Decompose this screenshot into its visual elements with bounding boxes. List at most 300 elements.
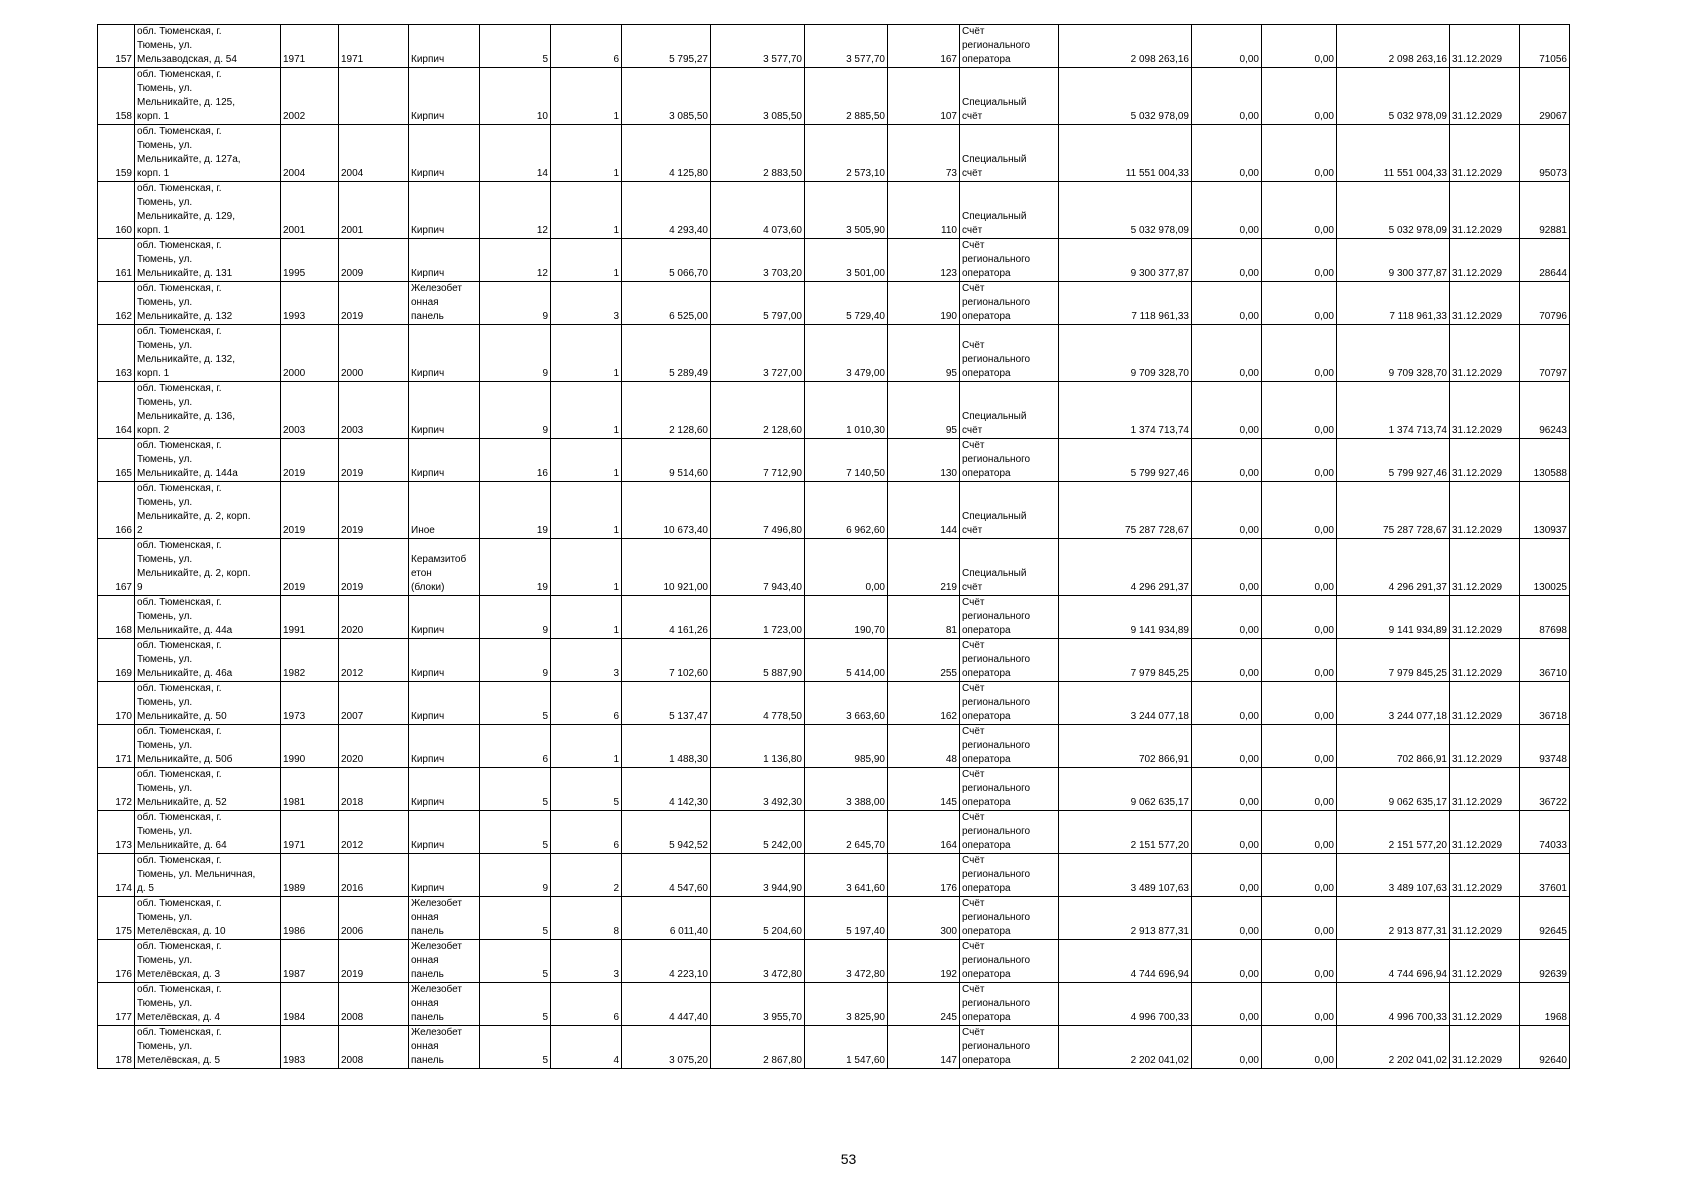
year-renovated-cell: 2000 — [339, 325, 409, 382]
year-renovated-cell: 2003 — [339, 382, 409, 439]
deadline-date-cell: 31.12.2029 — [1450, 596, 1520, 639]
year-built-cell: 1989 — [281, 854, 339, 897]
cost-federal-cell: 0,00 — [1192, 325, 1262, 382]
cost-regional-cell: 0,00 — [1262, 854, 1337, 897]
row-number-cell: 163 — [98, 325, 135, 382]
entrances-cell: 1 — [551, 68, 622, 125]
floors-cell: 19 — [480, 482, 551, 539]
residential-area-cell: 7 712,90 — [711, 439, 805, 482]
floors-cell: 10 — [480, 68, 551, 125]
private-area-cell: 3 505,90 — [805, 182, 888, 239]
cost-owners-cell: 4 296 291,37 — [1337, 539, 1450, 596]
private-area-cell: 3 641,60 — [805, 854, 888, 897]
residents-cell: 144 — [888, 482, 960, 539]
residential-area-cell: 5 204,60 — [711, 897, 805, 940]
address-cell: обл. Тюменская, г. Тюмень, ул. Мельникайте, д. 127а, корп. 1 — [135, 125, 281, 182]
address-cell: обл. Тюменская, г. Тюмень, ул. Мельникайте, д. 2, корп. 2 — [135, 482, 281, 539]
year-renovated-cell: 2008 — [339, 1026, 409, 1069]
wall-material-cell: Железобет онная панель — [409, 282, 480, 325]
residential-area-cell: 4 073,60 — [711, 182, 805, 239]
fund-account-type-cell: Счёт регионального оператора — [960, 282, 1059, 325]
year-renovated-cell: 2019 — [339, 539, 409, 596]
private-area-cell: 3 825,90 — [805, 983, 888, 1026]
private-area-cell: 3 472,80 — [805, 940, 888, 983]
private-area-cell: 5 729,40 — [805, 282, 888, 325]
address-cell: обл. Тюменская, г. Тюмень, ул. Мельникайте, д. 44а — [135, 596, 281, 639]
cost-owners-cell: 5 032 978,09 — [1337, 68, 1450, 125]
deadline-date-cell: 31.12.2029 — [1450, 811, 1520, 854]
residential-area-cell: 7 943,40 — [711, 539, 805, 596]
year-renovated-cell: 2019 — [339, 439, 409, 482]
cost-owners-cell: 2 098 263,16 — [1337, 25, 1450, 68]
private-area-cell: 3 388,00 — [805, 768, 888, 811]
cost-federal-cell: 0,00 — [1192, 768, 1262, 811]
cost-total-cell: 75 287 728,67 — [1059, 482, 1192, 539]
cost-total-cell: 3 244 077,18 — [1059, 682, 1192, 725]
fund-account-type-cell: Специальный счёт — [960, 68, 1059, 125]
cost-federal-cell: 0,00 — [1192, 539, 1262, 596]
entrances-cell: 1 — [551, 125, 622, 182]
deadline-date-cell: 31.12.2029 — [1450, 482, 1520, 539]
row-number-cell: 157 — [98, 25, 135, 68]
residential-area-cell: 3 492,30 — [711, 768, 805, 811]
private-area-cell: 2 885,50 — [805, 68, 888, 125]
row-number-cell: 174 — [98, 854, 135, 897]
cost-owners-cell: 2 151 577,20 — [1337, 811, 1450, 854]
fund-account-type-cell: Счёт регионального оператора — [960, 725, 1059, 768]
floors-cell: 14 — [480, 125, 551, 182]
cost-owners-cell: 9 062 635,17 — [1337, 768, 1450, 811]
cost-federal-cell: 0,00 — [1192, 682, 1262, 725]
year-built-cell: 1983 — [281, 1026, 339, 1069]
private-area-cell: 190,70 — [805, 596, 888, 639]
wall-material-cell: Кирпич — [409, 811, 480, 854]
entrances-cell: 5 — [551, 768, 622, 811]
year-built-cell: 1981 — [281, 768, 339, 811]
private-area-cell: 3 577,70 — [805, 25, 888, 68]
cost-total-cell: 7 118 961,33 — [1059, 282, 1192, 325]
fund-account-type-cell: Счёт регионального оператора — [960, 25, 1059, 68]
cost-total-cell: 2 202 041,02 — [1059, 1026, 1192, 1069]
cost-owners-cell: 2 913 877,31 — [1337, 897, 1450, 940]
cost-regional-cell: 0,00 — [1262, 68, 1337, 125]
row-number-cell: 161 — [98, 239, 135, 282]
house-id-cell: 1968 — [1520, 983, 1570, 1026]
year-renovated-cell: 2006 — [339, 897, 409, 940]
year-renovated-cell: 2016 — [339, 854, 409, 897]
cost-total-cell: 9 062 635,17 — [1059, 768, 1192, 811]
house-id-cell: 130588 — [1520, 439, 1570, 482]
floors-cell: 5 — [480, 983, 551, 1026]
floors-cell: 9 — [480, 639, 551, 682]
table-row — [98, 282, 1570, 325]
address-cell: обл. Тюменская, г. Тюмень, ул. Метелёвская, д. 10 — [135, 897, 281, 940]
year-renovated-cell: 1971 — [339, 25, 409, 68]
deadline-date-cell: 31.12.2029 — [1450, 25, 1520, 68]
cost-regional-cell: 0,00 — [1262, 282, 1337, 325]
residential-area-cell: 3 577,70 — [711, 25, 805, 68]
cost-regional-cell: 0,00 — [1262, 940, 1337, 983]
year-built-cell: 2019 — [281, 439, 339, 482]
floors-cell: 6 — [480, 725, 551, 768]
table-row — [98, 482, 1570, 539]
house-id-cell: 29067 — [1520, 68, 1570, 125]
wall-material-cell: Кирпич — [409, 768, 480, 811]
deadline-date-cell: 31.12.2029 — [1450, 940, 1520, 983]
cost-owners-cell: 7 979 845,25 — [1337, 639, 1450, 682]
total-area-cell: 4 223,10 — [622, 940, 711, 983]
year-renovated-cell: 2008 — [339, 983, 409, 1026]
row-number-cell: 162 — [98, 282, 135, 325]
total-area-cell: 1 488,30 — [622, 725, 711, 768]
cost-total-cell: 4 296 291,37 — [1059, 539, 1192, 596]
cost-federal-cell: 0,00 — [1192, 282, 1262, 325]
table-row — [98, 682, 1570, 725]
cost-federal-cell: 0,00 — [1192, 897, 1262, 940]
cost-regional-cell: 0,00 — [1262, 182, 1337, 239]
deadline-date-cell: 31.12.2029 — [1450, 854, 1520, 897]
entrances-cell: 8 — [551, 897, 622, 940]
row-number-cell: 171 — [98, 725, 135, 768]
residents-cell: 219 — [888, 539, 960, 596]
cost-owners-cell: 5 799 927,46 — [1337, 439, 1450, 482]
cost-owners-cell: 4 996 700,33 — [1337, 983, 1450, 1026]
cost-regional-cell: 0,00 — [1262, 382, 1337, 439]
address-cell: обл. Тюменская, г. Тюмень, ул. Мельникайте, д. 129, корп. 1 — [135, 182, 281, 239]
residential-area-cell: 5 242,00 — [711, 811, 805, 854]
address-cell: обл. Тюменская, г. Тюмень, ул. Мельзаводская, д. 54 — [135, 25, 281, 68]
total-area-cell: 4 142,30 — [622, 768, 711, 811]
cost-total-cell: 3 489 107,63 — [1059, 854, 1192, 897]
row-number-cell: 176 — [98, 940, 135, 983]
total-area-cell: 5 942,52 — [622, 811, 711, 854]
house-id-cell: 96243 — [1520, 382, 1570, 439]
cost-total-cell: 11 551 004,33 — [1059, 125, 1192, 182]
year-built-cell: 1973 — [281, 682, 339, 725]
deadline-date-cell: 31.12.2029 — [1450, 682, 1520, 725]
cost-total-cell: 9 709 328,70 — [1059, 325, 1192, 382]
fund-account-type-cell: Специальный счёт — [960, 382, 1059, 439]
floors-cell: 5 — [480, 897, 551, 940]
entrances-cell: 1 — [551, 325, 622, 382]
cost-regional-cell: 0,00 — [1262, 682, 1337, 725]
wall-material-cell: Железобет онная панель — [409, 1026, 480, 1069]
house-id-cell: 36722 — [1520, 768, 1570, 811]
wall-material-cell: Кирпич — [409, 182, 480, 239]
table-row — [98, 382, 1570, 439]
cost-owners-cell: 3 489 107,63 — [1337, 854, 1450, 897]
cost-regional-cell: 0,00 — [1262, 125, 1337, 182]
total-area-cell: 10 921,00 — [622, 539, 711, 596]
cost-federal-cell: 0,00 — [1192, 596, 1262, 639]
year-renovated-cell: 2018 — [339, 768, 409, 811]
total-area-cell: 5 795,27 — [622, 25, 711, 68]
table-row — [98, 983, 1570, 1026]
floors-cell: 5 — [480, 682, 551, 725]
private-area-cell: 1 547,60 — [805, 1026, 888, 1069]
row-number-cell: 173 — [98, 811, 135, 854]
deadline-date-cell: 31.12.2029 — [1450, 239, 1520, 282]
table-row — [98, 182, 1570, 239]
row-number-cell: 158 — [98, 68, 135, 125]
deadline-date-cell: 31.12.2029 — [1450, 125, 1520, 182]
house-id-cell: 70797 — [1520, 325, 1570, 382]
house-id-cell: 36718 — [1520, 682, 1570, 725]
cost-total-cell: 5 032 978,09 — [1059, 68, 1192, 125]
address-cell: обл. Тюменская, г. Тюмень, ул. Мельникайте, д. 50 — [135, 682, 281, 725]
residents-cell: 110 — [888, 182, 960, 239]
deadline-date-cell: 31.12.2029 — [1450, 439, 1520, 482]
year-built-cell: 2019 — [281, 482, 339, 539]
deadline-date-cell: 31.12.2029 — [1450, 325, 1520, 382]
residential-area-cell: 7 496,80 — [711, 482, 805, 539]
year-renovated-cell: 2019 — [339, 482, 409, 539]
residential-area-cell: 3 955,70 — [711, 983, 805, 1026]
residents-cell: 190 — [888, 282, 960, 325]
year-renovated-cell: 2019 — [339, 940, 409, 983]
deadline-date-cell: 31.12.2029 — [1450, 897, 1520, 940]
wall-material-cell: Кирпич — [409, 596, 480, 639]
wall-material-cell: Кирпич — [409, 439, 480, 482]
residents-cell: 245 — [888, 983, 960, 1026]
house-id-cell: 87698 — [1520, 596, 1570, 639]
address-cell: обл. Тюменская, г. Тюмень, ул. Метелёвская, д. 4 — [135, 983, 281, 1026]
year-built-cell: 1971 — [281, 811, 339, 854]
fund-account-type-cell: Специальный счёт — [960, 482, 1059, 539]
total-area-cell: 5 066,70 — [622, 239, 711, 282]
row-number-cell: 165 — [98, 439, 135, 482]
cost-federal-cell: 0,00 — [1192, 811, 1262, 854]
address-cell: обл. Тюменская, г. Тюмень, ул. Мельникайте, д. 2, корп. 9 — [135, 539, 281, 596]
total-area-cell: 10 673,40 — [622, 482, 711, 539]
cost-regional-cell: 0,00 — [1262, 768, 1337, 811]
page-number: 53 — [840, 1151, 857, 1167]
cost-total-cell: 4 744 696,94 — [1059, 940, 1192, 983]
address-cell: обл. Тюменская, г. Тюмень, ул. Мельникайте, д. 64 — [135, 811, 281, 854]
entrances-cell: 6 — [551, 682, 622, 725]
fund-account-type-cell: Специальный счёт — [960, 182, 1059, 239]
floors-cell: 9 — [480, 282, 551, 325]
residential-area-cell: 1 723,00 — [711, 596, 805, 639]
private-area-cell: 7 140,50 — [805, 439, 888, 482]
entrances-cell: 1 — [551, 239, 622, 282]
house-id-cell: 28644 — [1520, 239, 1570, 282]
year-built-cell: 2001 — [281, 182, 339, 239]
entrances-cell: 1 — [551, 482, 622, 539]
cost-regional-cell: 0,00 — [1262, 897, 1337, 940]
table-row — [98, 239, 1570, 282]
cost-owners-cell: 9 709 328,70 — [1337, 325, 1450, 382]
floors-cell: 5 — [480, 25, 551, 68]
cost-federal-cell: 0,00 — [1192, 25, 1262, 68]
row-number-cell: 166 — [98, 482, 135, 539]
entrances-cell: 1 — [551, 182, 622, 239]
house-id-cell: 92640 — [1520, 1026, 1570, 1069]
year-built-cell: 2000 — [281, 325, 339, 382]
wall-material-cell: Кирпич — [409, 725, 480, 768]
table-row — [98, 125, 1570, 182]
cost-owners-cell: 4 744 696,94 — [1337, 940, 1450, 983]
cost-total-cell: 2 151 577,20 — [1059, 811, 1192, 854]
year-renovated-cell: 2009 — [339, 239, 409, 282]
floors-cell: 16 — [480, 439, 551, 482]
deadline-date-cell: 31.12.2029 — [1450, 1026, 1520, 1069]
deadline-date-cell: 31.12.2029 — [1450, 68, 1520, 125]
private-area-cell: 3 663,60 — [805, 682, 888, 725]
table-row — [98, 596, 1570, 639]
cost-total-cell: 5 032 978,09 — [1059, 182, 1192, 239]
residents-cell: 192 — [888, 940, 960, 983]
house-id-cell: 93748 — [1520, 725, 1570, 768]
total-area-cell: 3 085,50 — [622, 68, 711, 125]
residential-area-cell: 1 136,80 — [711, 725, 805, 768]
residents-cell: 48 — [888, 725, 960, 768]
private-area-cell: 2 573,10 — [805, 125, 888, 182]
cost-owners-cell: 5 032 978,09 — [1337, 182, 1450, 239]
year-renovated-cell: 2012 — [339, 639, 409, 682]
entrances-cell: 3 — [551, 940, 622, 983]
entrances-cell: 1 — [551, 725, 622, 768]
table-row — [98, 539, 1570, 596]
floors-cell: 9 — [480, 854, 551, 897]
row-number-cell: 178 — [98, 1026, 135, 1069]
wall-material-cell: Кирпич — [409, 382, 480, 439]
total-area-cell: 9 514,60 — [622, 439, 711, 482]
entrances-cell: 1 — [551, 596, 622, 639]
total-area-cell: 4 161,26 — [622, 596, 711, 639]
residents-cell: 95 — [888, 325, 960, 382]
house-id-cell: 70796 — [1520, 282, 1570, 325]
entrances-cell: 4 — [551, 1026, 622, 1069]
house-id-cell: 92645 — [1520, 897, 1570, 940]
wall-material-cell: Железобет онная панель — [409, 940, 480, 983]
private-area-cell: 1 010,30 — [805, 382, 888, 439]
cost-federal-cell: 0,00 — [1192, 854, 1262, 897]
year-built-cell: 1990 — [281, 725, 339, 768]
table-row — [98, 1026, 1570, 1069]
year-built-cell: 1987 — [281, 940, 339, 983]
fund-account-type-cell: Счёт регионального оператора — [960, 639, 1059, 682]
residents-cell: 95 — [888, 382, 960, 439]
wall-material-cell: Кирпич — [409, 854, 480, 897]
house-id-cell: 37601 — [1520, 854, 1570, 897]
deadline-date-cell: 31.12.2029 — [1450, 282, 1520, 325]
floors-cell: 9 — [480, 382, 551, 439]
floors-cell: 9 — [480, 325, 551, 382]
entrances-cell: 6 — [551, 811, 622, 854]
year-built-cell: 1971 — [281, 25, 339, 68]
address-cell: обл. Тюменская, г. Тюмень, ул. Мельникайте, д. 125, корп. 1 — [135, 68, 281, 125]
cost-owners-cell: 11 551 004,33 — [1337, 125, 1450, 182]
private-area-cell: 0,00 — [805, 539, 888, 596]
cost-regional-cell: 0,00 — [1262, 596, 1337, 639]
entrances-cell: 1 — [551, 439, 622, 482]
year-renovated-cell: 2007 — [339, 682, 409, 725]
residential-area-cell: 3 727,00 — [711, 325, 805, 382]
cost-federal-cell: 0,00 — [1192, 1026, 1262, 1069]
cost-federal-cell: 0,00 — [1192, 68, 1262, 125]
table-row — [98, 25, 1570, 68]
cost-owners-cell: 9 300 377,87 — [1337, 239, 1450, 282]
year-renovated-cell: 2020 — [339, 596, 409, 639]
private-area-cell: 2 645,70 — [805, 811, 888, 854]
residents-cell: 300 — [888, 897, 960, 940]
cost-federal-cell: 0,00 — [1192, 725, 1262, 768]
cost-regional-cell: 0,00 — [1262, 482, 1337, 539]
table-row — [98, 768, 1570, 811]
cost-owners-cell: 7 118 961,33 — [1337, 282, 1450, 325]
fund-account-type-cell: Счёт регионального оператора — [960, 682, 1059, 725]
floors-cell: 19 — [480, 539, 551, 596]
cost-federal-cell: 0,00 — [1192, 182, 1262, 239]
cost-total-cell: 1 374 713,74 — [1059, 382, 1192, 439]
table-row — [98, 325, 1570, 382]
residents-cell: 145 — [888, 768, 960, 811]
private-area-cell: 3 501,00 — [805, 239, 888, 282]
cost-federal-cell: 0,00 — [1192, 482, 1262, 539]
floors-cell: 5 — [480, 811, 551, 854]
entrances-cell: 6 — [551, 983, 622, 1026]
table-body — [98, 25, 1570, 1069]
cost-federal-cell: 0,00 — [1192, 983, 1262, 1026]
wall-material-cell: Железобет онная панель — [409, 897, 480, 940]
year-built-cell: 2004 — [281, 125, 339, 182]
wall-material-cell: Кирпич — [409, 239, 480, 282]
cost-total-cell: 2 913 877,31 — [1059, 897, 1192, 940]
total-area-cell: 4 547,60 — [622, 854, 711, 897]
total-area-cell: 2 128,60 — [622, 382, 711, 439]
address-cell: обл. Тюменская, г. Тюмень, ул. Мельничная, д. 5 — [135, 854, 281, 897]
address-cell: обл. Тюменская, г. Тюмень, ул. Мельникайте, д. 46а — [135, 639, 281, 682]
cost-federal-cell: 0,00 — [1192, 940, 1262, 983]
address-cell: обл. Тюменская, г. Тюмень, ул. Мельникайте, д. 52 — [135, 768, 281, 811]
house-id-cell: 130937 — [1520, 482, 1570, 539]
table-row — [98, 940, 1570, 983]
cost-regional-cell: 0,00 — [1262, 811, 1337, 854]
residential-area-cell: 3 085,50 — [711, 68, 805, 125]
total-area-cell: 6 011,40 — [622, 897, 711, 940]
cost-owners-cell: 9 141 934,89 — [1337, 596, 1450, 639]
cost-total-cell: 7 979 845,25 — [1059, 639, 1192, 682]
residents-cell: 73 — [888, 125, 960, 182]
row-number-cell: 170 — [98, 682, 135, 725]
total-area-cell: 4 125,80 — [622, 125, 711, 182]
fund-account-type-cell: Счёт регионального оператора — [960, 239, 1059, 282]
cost-total-cell: 5 799 927,46 — [1059, 439, 1192, 482]
housing-register-table — [97, 24, 1570, 1069]
wall-material-cell: Кирпич — [409, 25, 480, 68]
wall-material-cell: Кирпич — [409, 325, 480, 382]
residential-area-cell: 5 797,00 — [711, 282, 805, 325]
fund-account-type-cell: Счёт регионального оператора — [960, 983, 1059, 1026]
cost-regional-cell: 0,00 — [1262, 325, 1337, 382]
cost-regional-cell: 0,00 — [1262, 439, 1337, 482]
residents-cell: 123 — [888, 239, 960, 282]
cost-total-cell: 2 098 263,16 — [1059, 25, 1192, 68]
year-built-cell: 1986 — [281, 897, 339, 940]
fund-account-type-cell: Счёт регионального оператора — [960, 439, 1059, 482]
house-id-cell: 92881 — [1520, 182, 1570, 239]
row-number-cell: 175 — [98, 897, 135, 940]
total-area-cell: 5 137,47 — [622, 682, 711, 725]
cost-regional-cell: 0,00 — [1262, 239, 1337, 282]
cost-regional-cell: 0,00 — [1262, 725, 1337, 768]
entrances-cell: 1 — [551, 539, 622, 596]
fund-account-type-cell: Счёт регионального оператора — [960, 897, 1059, 940]
deadline-date-cell: 31.12.2029 — [1450, 725, 1520, 768]
entrances-cell: 3 — [551, 639, 622, 682]
cost-regional-cell: 0,00 — [1262, 639, 1337, 682]
